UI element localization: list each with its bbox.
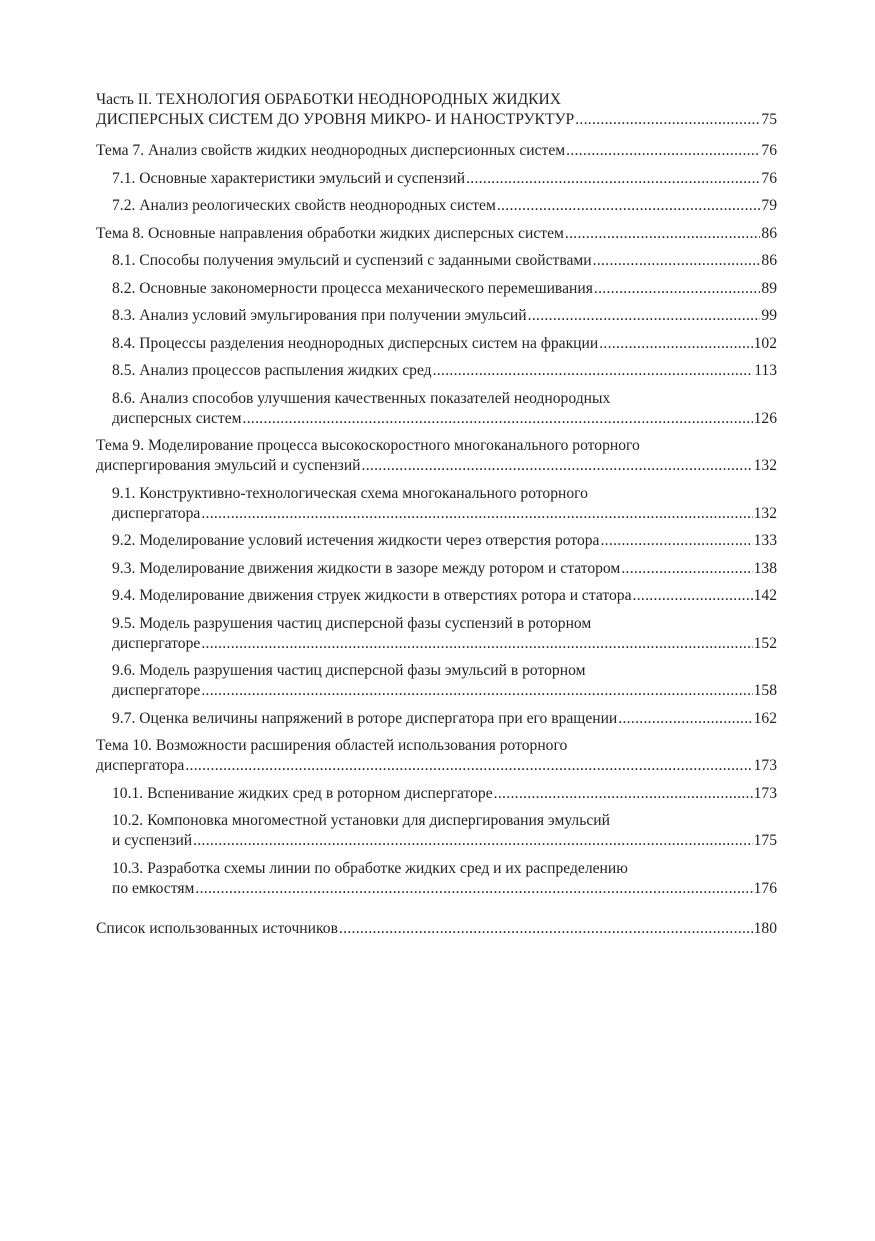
- toc-page-number: 75: [761, 111, 777, 128]
- toc-entry-section-8-3[interactable]: [96, 306, 777, 326]
- toc-entry-leader-line: [112, 361, 777, 381]
- toc-entry-topic-9[interactable]: [96, 436, 777, 476]
- toc-entry-title: 10.1. Вспенивание жидких сред в роторном диспергаторе: [112, 784, 493, 802]
- toc-entry-title: 9.7. Оценка величины напряжений в роторе диспергатора при его вращении: [112, 709, 618, 727]
- toc-entry-title-line1: 8.6. Анализ способов улучшения качественных показателей неоднородных: [112, 389, 611, 407]
- toc-entry-leader-line: [112, 306, 777, 326]
- toc-entry-title: 9.3. Моделирование движения жидкости в зазоре между ротором и статором: [112, 559, 621, 577]
- toc-page-number: 132: [753, 504, 777, 522]
- toc-entry-leader-line: [112, 634, 777, 654]
- dot-leader: [362, 456, 753, 476]
- toc-entry-leader-line: [112, 251, 777, 271]
- dot-leader: [575, 110, 760, 130]
- toc-entry-title-line1: Часть II. ТЕХНОЛОГИЯ ОБРАБОТКИ НЕОДНОРОДНЫХ ЖИДКИХ: [96, 91, 562, 108]
- toc-page-number: 142: [753, 587, 777, 604]
- toc-entry-title: 8.2. Основные закономерности процесса механического перемешивания: [112, 279, 593, 297]
- toc-entry-title-line1: Тема 10. Возможности расширения областей использования роторного: [96, 737, 568, 754]
- toc-entry-title: Список использованных источников: [96, 919, 338, 937]
- toc-entry-section-8-5[interactable]: [96, 361, 777, 381]
- toc-entry-title: 8.1. Способы получения эмульсий и суспензий с заданными свойствами: [112, 252, 592, 269]
- toc-entry-leader-line: [112, 334, 777, 354]
- toc-entry-title-line1: 9.5. Модель разрушения частиц дисперсной фазы суспензий в роторном: [112, 614, 592, 632]
- toc-entry-title-line1: 10.2. Компоновка многоместной установки для диспергирования эмульсий: [112, 812, 610, 829]
- toc-entry-leader-line: [112, 504, 777, 524]
- toc-entry-leader-line: [112, 169, 777, 189]
- toc-entry-title-line1: 9.1. Конструктивно-технологическая схема многоканального роторного: [112, 484, 588, 502]
- toc-page-number: 132: [753, 457, 777, 474]
- toc-entry-section-8-2[interactable]: [96, 279, 777, 299]
- toc-entry-section-9-4[interactable]: [96, 586, 777, 606]
- toc-entry-section-10-2[interactable]: [96, 811, 777, 851]
- toc-entry-section-9-6[interactable]: [96, 661, 777, 701]
- toc-page-number: 89: [761, 279, 777, 297]
- toc-entry-title-line1: Тема 9. Моделирование процесса высокоскоростного многоканального роторного: [96, 437, 640, 454]
- toc-entry-part-2[interactable]: [96, 90, 777, 130]
- toc-entry-title-line1: 10.3. Разработка схемы линии по обработке жидких сред и их распределению: [112, 859, 628, 877]
- toc-entry-topic-7[interactable]: [96, 141, 777, 161]
- toc-entry-title-line2: диспергаторе: [112, 682, 201, 699]
- toc-entry-section-9-7[interactable]: [96, 709, 777, 729]
- toc-entry-leader-line: [112, 709, 777, 729]
- dot-leader: [497, 196, 761, 216]
- toc-page-number: 76: [761, 169, 777, 187]
- toc-entry-leader-line: [112, 531, 777, 551]
- toc-entry-title: 7.2. Анализ реологических свойств неоднородных систем: [112, 197, 496, 214]
- toc-entry-leader-line: [112, 409, 777, 429]
- dot-leader: [243, 409, 753, 429]
- toc-page-number: 152: [753, 634, 777, 652]
- toc-entry-leader-line: [112, 681, 777, 701]
- dot-leader: [621, 559, 752, 579]
- toc-entry-leader-line: [112, 831, 777, 851]
- dot-leader: [594, 279, 761, 299]
- dot-leader: [433, 361, 754, 381]
- toc-entry-leader-line: [112, 196, 777, 216]
- toc-entry-section-7-1[interactable]: [96, 169, 777, 189]
- toc-entry-leader-line: [112, 559, 777, 579]
- toc-entry-title-line2: диспергатора: [96, 757, 185, 774]
- toc-entry-title-line1: 9.6. Модель разрушения частиц дисперсной фазы эмульсий в роторном: [112, 662, 586, 679]
- dot-leader: [494, 784, 753, 804]
- toc-entry-title-line2: по емкостям: [112, 879, 195, 897]
- dot-leader: [193, 831, 752, 851]
- dot-leader: [565, 224, 761, 244]
- toc-entry-section-8-6[interactable]: [96, 389, 777, 429]
- toc-page-number: 102: [753, 334, 777, 352]
- toc-entry-leader-line: [96, 456, 777, 476]
- dot-leader: [339, 919, 753, 939]
- toc-entry-section-8-1[interactable]: [96, 251, 777, 271]
- dot-leader: [599, 334, 752, 354]
- toc-page-number: 162: [753, 709, 777, 727]
- toc-entry-section-9-2[interactable]: [96, 531, 777, 551]
- toc-entry-topic-10[interactable]: [96, 736, 777, 776]
- dot-leader: [201, 504, 752, 524]
- toc-page-number: 99: [761, 307, 777, 324]
- toc-entry-leader-line: [96, 141, 777, 161]
- dot-leader: [566, 141, 760, 161]
- toc-page-number: 133: [753, 532, 777, 549]
- toc-entry-title-line2: дисперсных систем: [112, 409, 242, 427]
- toc-page-number: 176: [753, 879, 777, 897]
- toc-entry-leader-line: [96, 110, 777, 130]
- toc-entry-title: 9.2. Моделирование условий истечения жидкости через отверстия ротора: [112, 532, 600, 549]
- toc-entry-leader-line: [96, 756, 777, 776]
- toc-entry-leader-line: [112, 586, 777, 606]
- toc-entry-sources[interactable]: [96, 919, 777, 939]
- toc-entry-title-line2: ДИСПЕРСНЫХ СИСТЕМ ДО УРОВНЯ МИКРО- И НАНОСТРУКТУР: [96, 111, 575, 128]
- toc-page-number: 126: [753, 409, 777, 427]
- toc-entry-leader-line: [96, 224, 777, 244]
- toc-page-number: 138: [753, 559, 777, 577]
- dot-leader: [195, 879, 752, 899]
- toc-entry-title-line2: диспергаторе: [112, 634, 201, 652]
- toc-page-number: 76: [761, 142, 777, 159]
- dot-leader: [528, 306, 761, 326]
- toc-page-number: 173: [753, 784, 777, 802]
- toc-entry-title-line2: диспергатора: [112, 504, 201, 522]
- toc-entry-section-9-5[interactable]: [96, 614, 777, 654]
- toc-entry-title: 8.4. Процессы разделения неоднородных дисперсных систем на фракции: [112, 334, 599, 352]
- toc-entry-title: 7.1. Основные характеристики эмульсий и суспензий: [112, 169, 466, 187]
- dot-leader: [593, 251, 761, 271]
- toc-entry-title-line2: и суспензий: [112, 832, 193, 849]
- toc-entry-title: Тема 7. Анализ свойств жидких неоднородных дисперсионных систем: [96, 142, 566, 159]
- table-of-contents: [96, 90, 777, 946]
- toc-entry-section-10-3[interactable]: [96, 859, 777, 899]
- toc-entry-title-line2: диспергирования эмульсий и суспензий: [96, 457, 361, 474]
- toc-entry-section-10-1[interactable]: [96, 784, 777, 804]
- toc-entry-leader-line: [112, 784, 777, 804]
- dot-leader: [466, 169, 760, 189]
- toc-entry-title: Тема 8. Основные направления обработки жидких дисперсных систем: [96, 224, 564, 242]
- toc-entry-section-9-3[interactable]: [96, 559, 777, 579]
- toc-entry-leader-line: [112, 879, 777, 899]
- toc-entry-title: 9.4. Моделирование движения струек жидкости в отверстиях ротора и статора: [112, 587, 632, 604]
- dot-leader: [185, 756, 752, 776]
- toc-page-number: 79: [761, 197, 777, 214]
- toc-entry-section-8-4[interactable]: [96, 334, 777, 354]
- dot-leader: [633, 586, 753, 606]
- dot-leader: [201, 681, 752, 701]
- dot-leader: [618, 709, 752, 729]
- toc-entry-topic-8[interactable]: [96, 224, 777, 244]
- toc-entry-section-7-2[interactable]: [96, 196, 777, 216]
- toc-entry-title: 8.3. Анализ условий эмульгирования при получении эмульсий: [112, 307, 527, 324]
- toc-page-number: 158: [753, 682, 777, 699]
- toc-page-number: 86: [761, 252, 777, 269]
- toc-entry-leader-line: [96, 919, 777, 939]
- toc-page-number: 175: [753, 832, 777, 849]
- toc-page-number: 173: [753, 757, 777, 774]
- toc-entry-leader-line: [112, 279, 777, 299]
- toc-entry-title: 8.5. Анализ процессов распыления жидких сред: [112, 362, 432, 379]
- toc-entry-section-9-1[interactable]: [96, 484, 777, 524]
- dot-leader: [201, 634, 752, 654]
- toc-page-number: 180: [753, 919, 777, 937]
- toc-page-number: 113: [754, 362, 777, 379]
- toc-page-number: 86: [761, 224, 777, 242]
- dot-leader: [600, 531, 752, 551]
